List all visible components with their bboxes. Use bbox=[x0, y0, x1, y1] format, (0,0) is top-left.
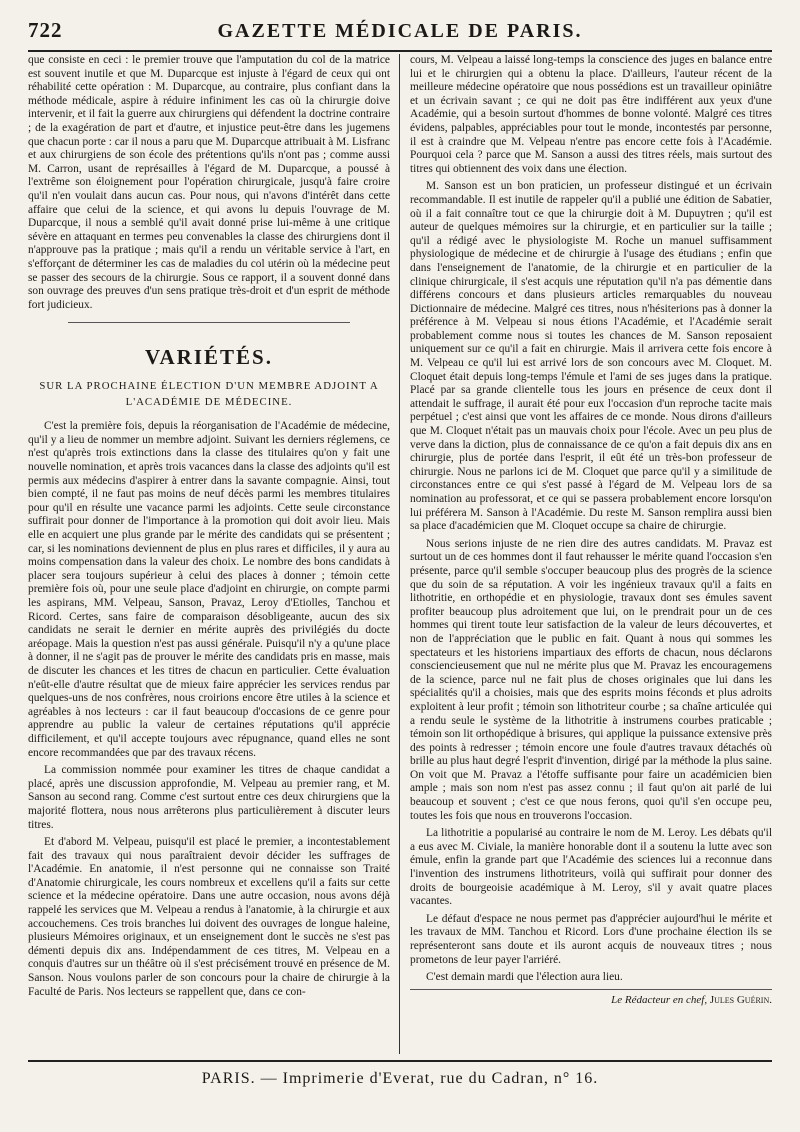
left-column bbox=[28, 54, 390, 1054]
article-paragraph: La lithotritie a popularisé au contraire le nom de M. Leroy. Les débats qu'il a eus avec M. Civiale, la manière honorable dont il a soutenu la lutte avec son émule, enfin la grande part que l'Académie des sciences lui a reconnue dans l'invention des instrumens lithotriteurs, voilà qui suffirait pour donner des droits de bourgeoisie académique à M. Leroy, s'il y avait quatre places vacantes. bbox=[410, 827, 772, 908]
two-column-body bbox=[28, 54, 772, 1054]
editor-signature bbox=[410, 989, 772, 1006]
page-header bbox=[28, 14, 772, 52]
continuation-paragraph: que consiste en ceci : le premier trouve que l'amputation du col de la matrice est souvent inutile et que M. Duparcque est injuste à l'égard de ceux qui ont réhabilité cette opération : M. Duparcque, au contraire, plus confiant dans la méthode médicale, aspire à réduire infiniment les cas où la chirurgie doive intervenir, et il fait la guerre aux chirurgiens qui défendent la doctrine contraire ; de la exagération de part et d'autre, et injustice peut-être dans les jugemens que chacun porte : car il nous a paru que M. Duparcque attribuait à M. Lisfranc et aux chirurgiens de son école des prétentions qu'ils n'ont pas ; comme aussi M. Carron, usant de représailles à l'égard de M. Duparcque, a poussé à l'extrême son éloignement pour l'opération chirurgicale, jusqu'à faire croire qu'il n'en voulait dans aucun cas. Pour nous, qui n'avons d'intérêt dans cette affaire que celui de la science, et qui avons lu depuis l'ouvrage de M. Duparcque, il nous a semblé qu'il avait donné prise lui-même à une critique sévère en attaquant en termes peu convenables la classe des chirurgiens dont il n'approuve pas la pratique ; mais qu'il a rendu un véritable service à l'art, en s'efforçant de déterminer les cas de maladies du col utérin où la médecine peut se passer des secours de la chirurgie. Sous ce rapport, il a souvent donné dans son ouvrage des preuves d'un sens pratique très-droit et d'un esprit de méthode fort judicieux. bbox=[28, 54, 390, 311]
section-divider bbox=[68, 322, 350, 323]
newspaper-page bbox=[28, 14, 772, 1118]
column-rule bbox=[399, 54, 400, 1054]
journal-title: GAZETTE MÉDICALE DE PARIS. bbox=[217, 20, 583, 42]
page-number: 722 bbox=[28, 18, 63, 42]
article-paragraph: M. Sanson est un bon praticien, un professeur distingué et un écrivain recommandable. Il est inutile de rappeler qu'il a publié une édition de Sabatier, où il a fait connaître tout ce que la chirurgie doit à M. Dupuytren ; qu'il est auteur de quelques mémoires sur la chirurgie, et en particulier sur la taille ; qu'il a rédigé avec le physiologiste M. Roche un manuel suffisamment physiologique de médecine et de chirurgie à l'usage des étudians ; enfin que dans l'enseignement de l'anatomie, de la chirurgie et en particulier de la clinique chirurgicale, il s'est acquis une réputation qu'il n'a pas démentie dans différens concours et dans plusieurs articles remarquables du nouveau Dictionnaire de médecine. Malgré ces titres, nous n'hésiterions pas à donner la préférence à M. Velpeau si nous étions l'Académie, et l'Académie serait probablement comme nous si toutes les chances de M. Sanson reposaient uniquement sur ce qu'il a fait en chirurgie. Mais il arrivera cette fois encore à M. Velpeau ce qu'il lui est arrivé lors de son concours avec M. Cloquet. M. Cloquet était depuis long-temps l'émule et l'ami de ses juges dans la pratique. Placé par sa grande clientelle tous les jours en présence de ceux dont il attendait le suffrage, il aurait été pour eux l'occasion d'un reproche tacite mais perpétuel ; c'est ainsi que vont les affaires de ce monde. Nous dirons d'ailleurs que M. Cloquet n'était pas un mauvais choix pour l'école. Avec un peu plus de verve dans la diction, plus de connaissance de ce qu'on a fait depuis dix ans en chirurgie, plus de portée dans l'esprit, il eût été un très-bon professeur de chirurgie. Nous ne parlons ici de M. Cloquet que parce qu'il y a similitude de circonstances entre ce qui s'est passé à l'égard de M. Velpeau lors de sa nomination au professorat, et ce qui se passera probablement encore lorsqu'on lui préférera M. Sanson à l'Académie. Du reste M. Sanson remplira aussi bien sa place d'académicien que M. Cloquet occupe sa chaire de chirurgie. bbox=[410, 180, 772, 533]
article-paragraph: Le défaut d'espace ne nous permet pas d'apprécier aujourd'hui le mérite et les travaux de MM. Tanchou et Ricord. Lors d'une prochaine élection ils se représenteront sans doute et ils auront acquis de nouveaux titres ; nous prometons de leur payer l'arriéré. bbox=[410, 912, 772, 966]
article-paragraph: Nous serions injuste de ne rien dire des autres candidats. M. Pravaz est surtout un de ces hommes dont il faut rehausser le mérite quand l'occasion s'en présente, parce qu'il semble s'occuper beaucoup plus des progrès de la science que du soin de sa réputation. A voir les ingénieux travaux qu'il a faits en lithotritie, en orthopédie et en physiologie, travaux dont ses émules savent profiter beaucoup plus adroitement que lui, on le prendrait pour un de ces hommes qui tirent toute leur satisfaction de la valeur de leurs découvertes, et non de l'appréciation que le public en fait. Quant à nous qui sommes les spectateurs et les historiens impartiaux des efforts de chacun, nous déclarons consciencieusement que nul ne mérite plus que M. Pravaz les encouragemens de la science, parce nul ne fait plus de choses originales que lui dans les spécialités qu'il a choisies, mais que des esprits moins féconds et plus adroits exploitent à leur profit ; témoin son lithotriteur courbe ; sa chaîne articulée qui a rendu seule le système de la lithotritie à instrumens courbes praticable ; témoin son lit orthopédique à brisures, qui applique la puissance extensive près des points à redresser ; témoin encore une foule d'autres travaux détachés où brille au plus haut degré l'esprit d'invention, dirigé par la méthode la plus saine. On voit que M. Pravaz a l'étoffe suffisante pour faire un académicien bien ample ; mais son nom n'est pas assez connu ; il faut qu'on ait parlé de lui beaucoup et souvent ; c'est ce que nous ferons, quoi qu'il s'en occupe peu, toutes les fois que nous en trouverons l'occasion. bbox=[410, 537, 772, 822]
signature-role: Le Rédacteur en chef, bbox=[611, 993, 708, 1006]
article-paragraph: La commission nommée pour examiner les titres de chaque candidat a placé, après une discussion approfondie, M. Velpeau au premier rang, et M. Sanson au second rang. Comme c'est surtout entre ces deux chirurgiens que la majorité flottera, nous nous arrêterons plus particulièrement à discuter leurs titres. bbox=[28, 764, 390, 831]
signature-name: Jules Guérin. bbox=[709, 993, 772, 1006]
section-title: VARIÉTÉS. bbox=[145, 345, 273, 370]
article-paragraph: C'est demain mardi que l'élection aura lieu. bbox=[426, 971, 623, 984]
article-paragraph: Et d'abord M. Velpeau, puisqu'il est placé le premier, a incontestablement fait des travaux qui nous paraîtraient devoir décider les suffrages de l'Académie. En anatomie, il n'est personne qui ne connaisse son Traité d'Anatomie chirurgicale, les cours nombreux et excellens qu'il a faits sur cette science et la médecine opératoire. Dans une autre occasion, nous avons déjà rappelé les services que M. Velpeau a rendus à l'anatomie, à la chirurgie et aux accouchemens. Ces trois branches lui doivent des ouvrages de longue haleine, plusieurs Mémoires originaux, et un enseignement dont le succès ne s'est pas démenti depuis dix ans. Indépendamment de ces titres, M. Velpeau en a conquis d'autres sur un théâtre où il s'est précisément trouvé en présence de M. Sanson. Nous voulons parler de son concours pour la chaire de chirurgie à la Faculté de Paris. Nos lecteurs se rappellent que, dans ce con- bbox=[28, 836, 390, 998]
printer-imprint: PARIS. — Imprimerie d'Everat, rue du Cadran, n° 16. bbox=[28, 1060, 772, 1088]
section-subtitle: SUR LA PROCHAINE ÉLECTION D'UN MEMBRE ADJOINT A L'ACADÉMIE DE MÉDECINE. bbox=[39, 380, 379, 409]
right-column bbox=[410, 54, 772, 1054]
article-paragraph: cours, M. Velpeau a laissé long-temps la conscience des juges en balance entre lui et le chirurgien qui a obtenu la place. D'ailleurs, l'auteur récent de la meilleure médecine opératoire que nous possédions est un travailleur opiniâtre et un écrivain savant ; ce qui ne doit pas être indifférent aux yeux d'une Académie, qui a besoin surtout d'hommes de bonne volonté. Malgré ces titres évidens, palpables, appréciables pour tout le monde, incontestés par personne, il est à craindre que M. Velpeau n'entre pas encore cette fois à l'Académie. Pourquoi cela ? parce que M. Sanson a aussi des titres réels, mais surtout des titres qui obtiennent des voix dans une élection. bbox=[410, 54, 772, 175]
article-paragraph: C'est la première fois, depuis la réorganisation de l'Académie de médecine, qu'il y a lieu de nommer un membre adjoint. Suivant les derniers réglemens, ce n'est qu'après trois extinctions dans la classe des titulaires qu'on y fait une nouvelle nomination, et après trois vacances dans la classe des adjoints qu'il est permis aux médecins d'aspirer à entrer dans la savante compagnie. Ainsi, tout bien compté, il ne faut pas moins de neuf décès parmi les membres titulaires pour qu'il en résulte une vacance parmi les adjoints. Cette seule circonstance suffirait pour donner de l'importance à la promotion qui doit avoir lieu. Mais elle en acquiert une plus grande par le mérite des candidats qui se présentent ; car, si les nominations deviennent de plus en plus rares et difficiles, il y aura au moins compensation dans la valeur des choix. Le nombre des bons candidats à placer sera toujours supérieur à celui des places à donner ; témoin cette première fois où, pour une seule place d'adjoint en chirurgie, on compte parmi les aspirans, MM. Velpeau, Sanson, Pravaz, Leroy d'Etiolles, Tanchou et Ricord. Certes, sans faire de comparaison désobligeante, aucun des six candidats ne serait le dernier en mérite auprès des privilégiés du docte aréopage. Mais la question n'est pas aussi générale. Puisqu'il n'y a qu'une place à donner, il ne s'agit pas de prouver le mérite des candidats pris en masse, mais de discuter les chances et les titres de chacun en particulier. Cette évaluation n'eût-elle d'autre résultat que de mieux faire apprécier les services rendus par quelques-uns de nos confrères, nous croirions encore être utiles à la science et agréables à nos lecteurs : car il faut beaucoup d'occasions de ce genre pour apprendre au public la valeur de certaines réputations qu'il apprécie difficilement, et qu'il accepte toujours avec répugnance, quand elles ne sont encore recommandées que par des travaux récens. bbox=[28, 420, 390, 759]
